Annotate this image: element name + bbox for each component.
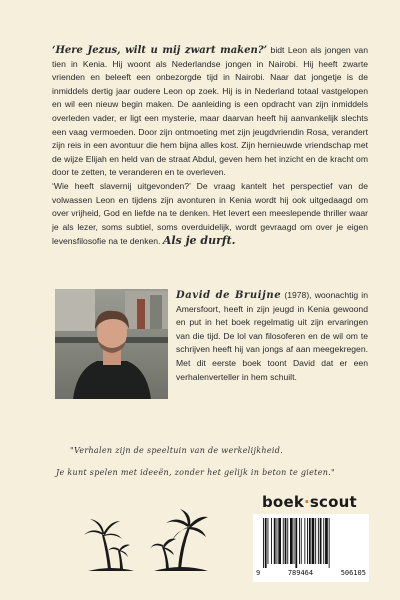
author-bio-text: (1978), woonachtig in Amersfoort, heeft in zijn jeugd in Kenia gewoond en put in het boek regelmatig uit zijn ervaringen van die tijd. De lol van filosoferen en de wil om te schrijven heeft hij van jongs af aan meegekregen. Met dit eerste boek toont David dat er een verhalenverteller in hem schuilt. bbox=[176, 290, 368, 382]
barcode-bar bbox=[277, 518, 278, 564]
opening-quote: ‘Here Jezus, wilt u mij zwart maken?’ bbox=[52, 45, 268, 56]
barcode-bar bbox=[325, 518, 328, 564]
barcode-lead-digit: 9 bbox=[256, 569, 261, 577]
author-photo bbox=[55, 289, 168, 399]
barcode-bar bbox=[318, 518, 319, 564]
barcode-bar bbox=[323, 518, 324, 564]
publisher-logo-dot: · bbox=[304, 493, 310, 511]
isbn-barcode bbox=[253, 514, 369, 582]
barcode-group-2: 506105 bbox=[340, 569, 366, 577]
barcode-group-1: 789464 bbox=[287, 569, 314, 577]
palm-tree-island-icon bbox=[82, 505, 217, 575]
barcode-bar bbox=[274, 518, 276, 564]
barcode-bar bbox=[299, 518, 300, 564]
barcode-bar bbox=[263, 518, 264, 568]
publisher-logo-part2: scout bbox=[309, 493, 357, 511]
barcode-bar bbox=[309, 518, 311, 564]
publisher-logo-part1: boek bbox=[262, 493, 304, 511]
quote-line-2: Je kunt spelen met ideeën, zonder het gelijk in beton te gieten." bbox=[56, 468, 336, 477]
barcode-bar bbox=[290, 518, 293, 564]
barcode-digits bbox=[253, 569, 369, 577]
barcode-bar bbox=[295, 518, 297, 568]
barcode-bar bbox=[304, 518, 305, 564]
author-name: David de Bruijne bbox=[176, 290, 282, 301]
barcode-bar bbox=[320, 518, 322, 564]
back-cover-blurb bbox=[52, 44, 368, 249]
author-portrait-image bbox=[55, 289, 168, 399]
publisher-logo bbox=[262, 493, 357, 511]
blurb-text-2: ‘Wie heeft slavernij uitgevonden?’ De vraag kantelt het perspectief van de volwassen Leon en tijdens zijn avonturen in Kenia wordt hij ook uitgedaagd om over vrijheid, God en liefde na te denken. Het levert een meeslepende thriller waar je als lezer, soms subtiel, soms overduidelijk, wordt gevraagd om over je eigen levensfilosofie na te denken. bbox=[52, 180, 368, 247]
barcode-bar bbox=[312, 518, 315, 564]
blurb-text-1: bidt Leon als jongen van tien in Kenia. Hij woont als Nederlandse jongen in Nairobi. Hij heeft zwarte vrienden en beleeft een onbezorgde tijd in Nairobi. Naar dat jongetje is de inmiddels dertig jaar oudere Leon op zoek. Hij is in Nederland totaal vastgelopen en wil een nieuw begin maken. De aanleiding is een opdracht van zijn inmiddels overleden vader, er ligt een mysterie, maar daarvan heeft hij aanvankelijk slechts een vaag vermoeden. Door zijn ontmoeting met zijn jeugdvriendin Rosa, verandert zijn reis in een avontuur die hem bijna alles kost. Zijn hernieuwde vriendschap met de wijze Elijah en held van de straat Abdul, geven hem het inzicht en de kracht om door te zetten, te veranderen en te overleven. bbox=[52, 45, 368, 178]
barcode-bar bbox=[268, 518, 269, 564]
barcode-bar bbox=[329, 518, 330, 568]
barcode-bar bbox=[283, 518, 284, 564]
barcode-bar bbox=[294, 518, 295, 564]
barcode-bar bbox=[307, 518, 308, 564]
blurb-paragraph-1 bbox=[52, 44, 368, 180]
quote-line-1: "Verhalen zijn de speeltuin van de werkelijkheid. bbox=[70, 446, 284, 455]
closing-tagline: Als je durft. bbox=[162, 234, 236, 248]
blurb-paragraph-2 bbox=[52, 180, 368, 249]
barcode-bar bbox=[278, 518, 281, 564]
barcode-bar bbox=[271, 518, 272, 564]
barcode-bar bbox=[315, 518, 316, 564]
barcode-bar bbox=[265, 518, 267, 568]
barcode-bar bbox=[285, 518, 287, 564]
barcode-bar bbox=[301, 518, 302, 564]
barcode-bars bbox=[261, 518, 365, 568]
author-bio bbox=[176, 289, 368, 384]
barcode-bar bbox=[287, 518, 288, 564]
